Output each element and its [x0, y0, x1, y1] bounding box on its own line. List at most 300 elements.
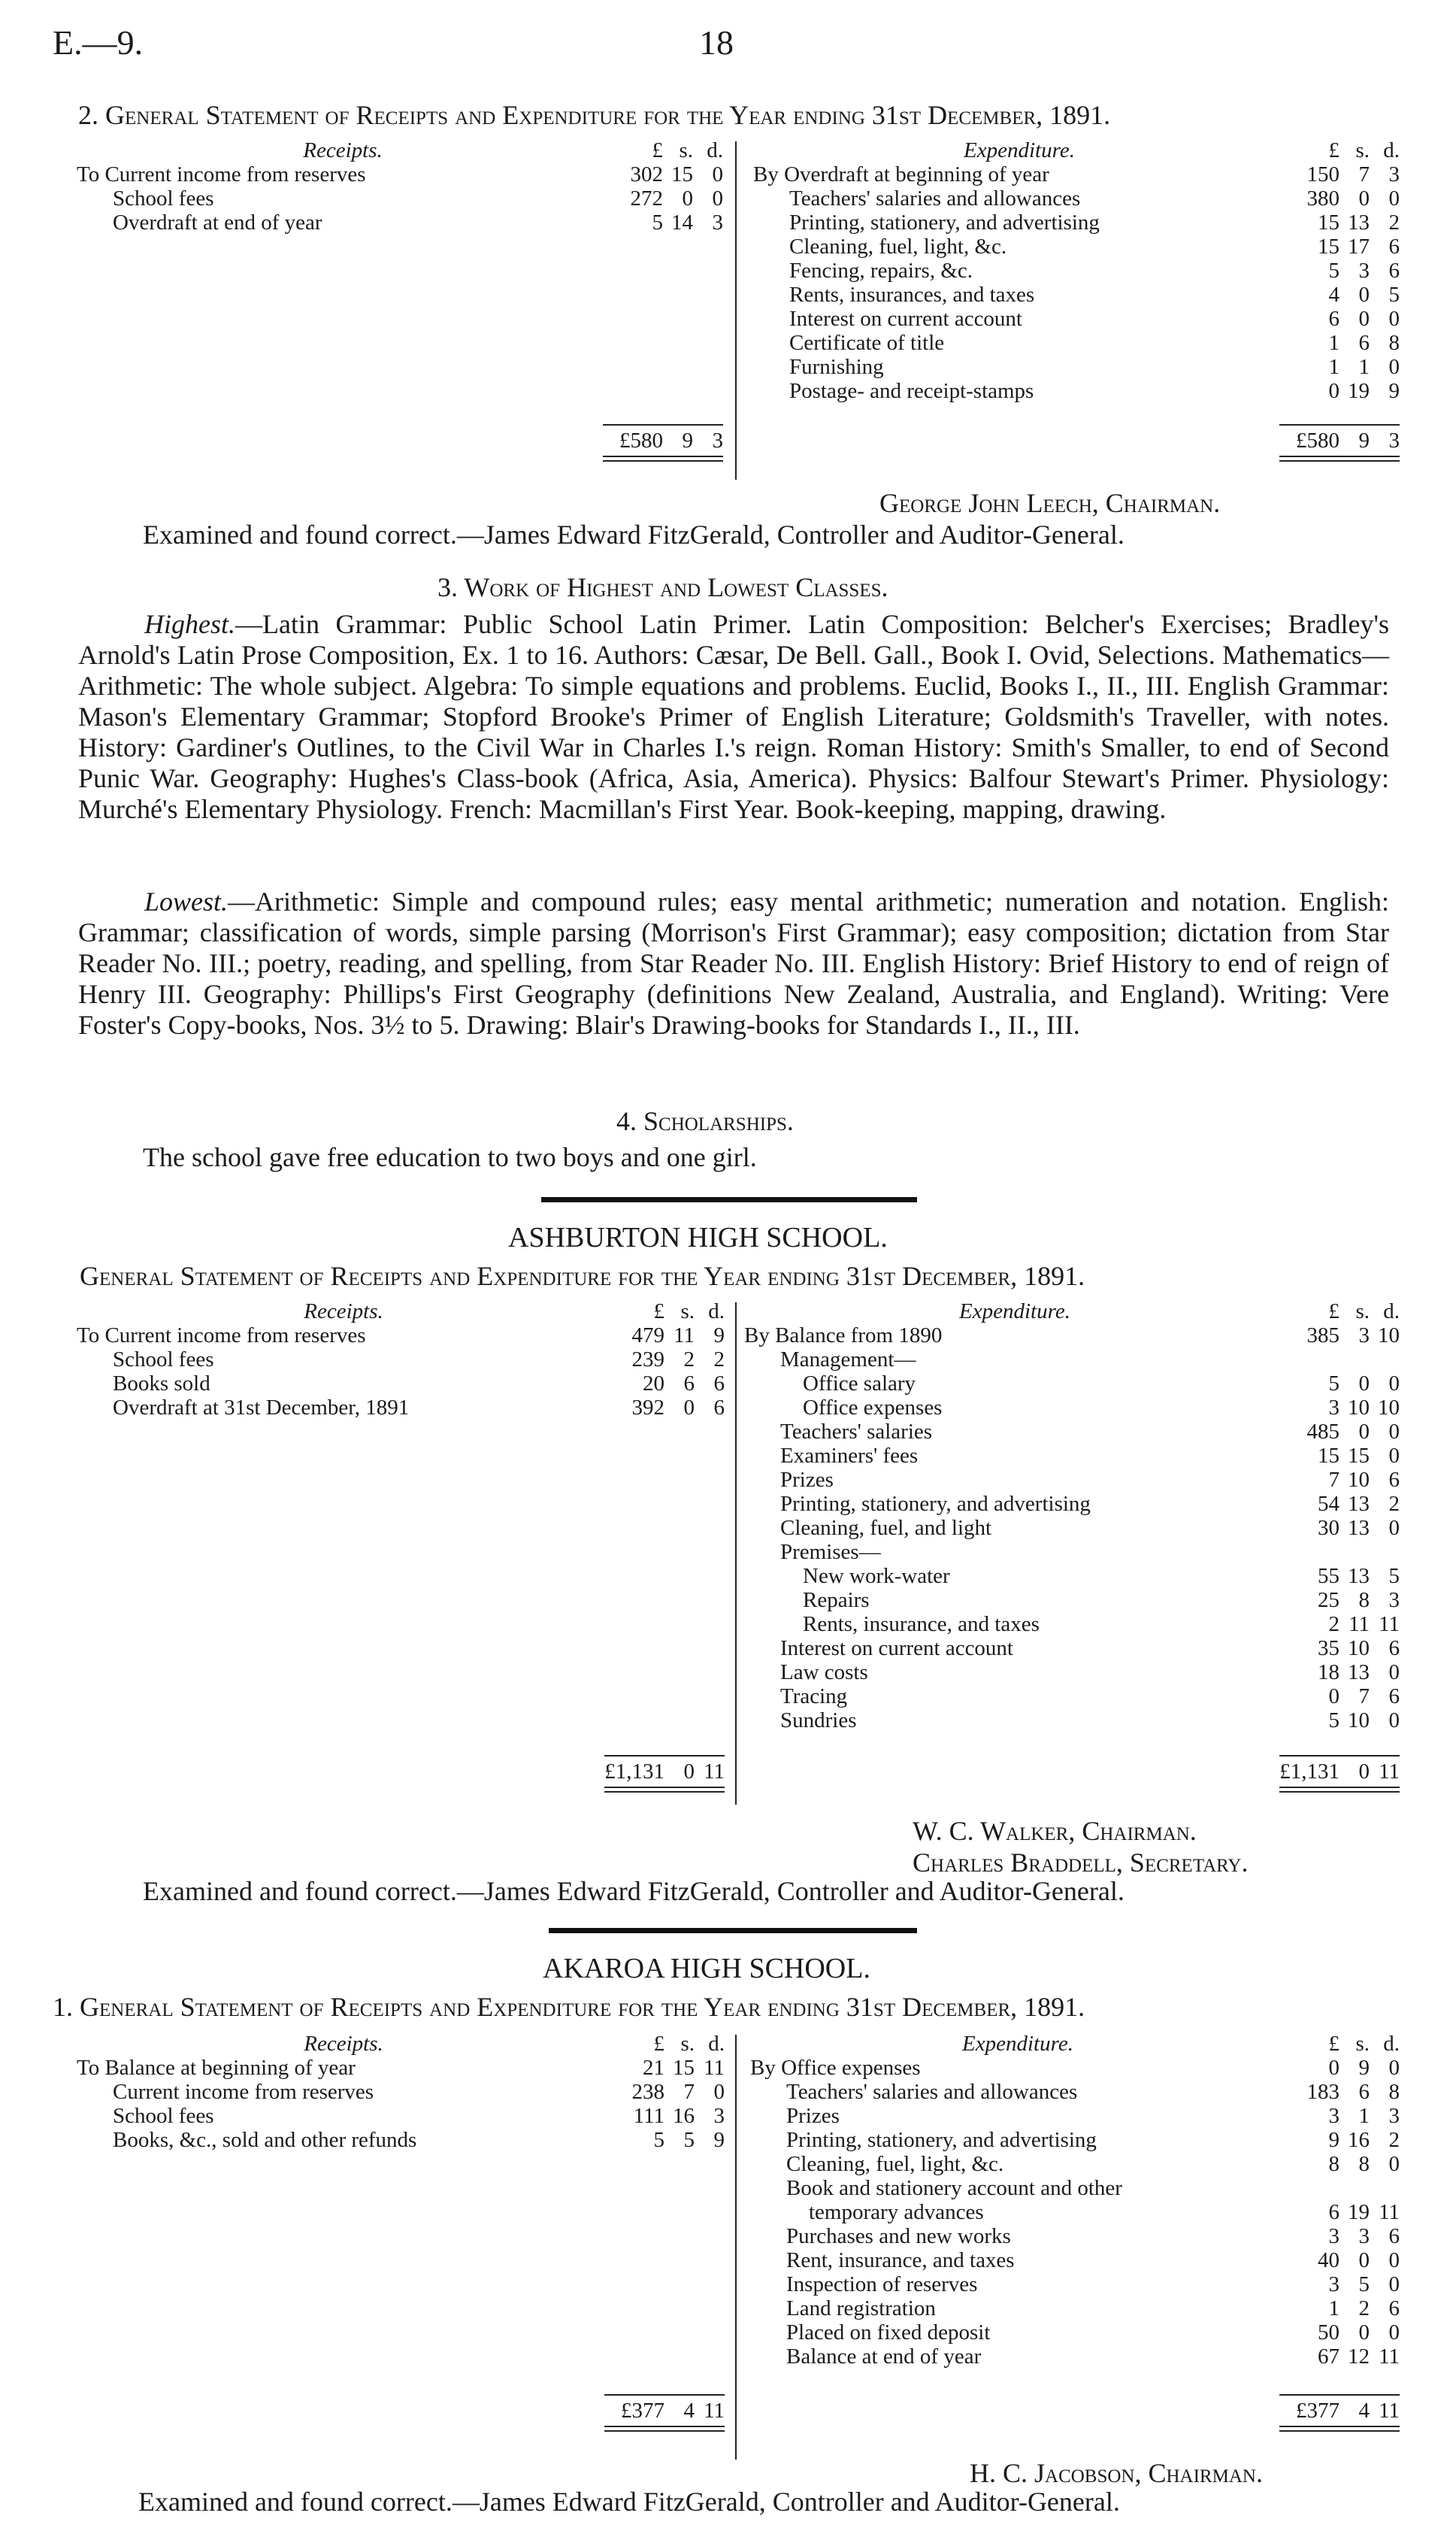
table-row [744, 1684, 1400, 1708]
row-label-cell [750, 2152, 1285, 2176]
ashburton-expenditure-table [744, 1299, 1400, 1793]
total-spacer [750, 2369, 1400, 2399]
pounds-value: 479 [631, 1323, 664, 1347]
pounds-value: 380 [1306, 186, 1339, 211]
pence-value: 10 [1378, 1323, 1400, 1347]
row-label: By Office expenses [750, 2056, 921, 2080]
akaroa-title: AKAROA HIGH SCHOOL. [543, 1953, 870, 1984]
sec1-heading-num: 2. [78, 100, 98, 130]
row-label-cell [750, 2200, 1285, 2224]
row-label: temporary advances [809, 2200, 984, 2224]
pence-value: 3 [713, 2104, 725, 2128]
ashburton-sig-secretary: Charles Braddell, Secretary. [913, 1847, 1249, 1878]
row-label: Rents, insurances, and taxes [789, 283, 1035, 307]
shillings-head: s. [1355, 138, 1370, 162]
total-pounds: £377 [1296, 2399, 1339, 2423]
sec3-heading: 3. Work of Highest and Lowest Classes. [437, 572, 888, 602]
table-row [77, 186, 723, 211]
total-spacer [744, 1732, 1400, 1760]
akaroa-expenditure-table [750, 2032, 1400, 2432]
shillings-value: 7 [683, 2080, 695, 2104]
pence-value: 0 [1388, 1444, 1400, 1468]
ashburton-divider [735, 1302, 737, 1805]
shillings-value: 19 [1348, 2200, 1370, 2224]
sec1-receipts-table [77, 138, 723, 462]
row-label-cell [750, 2224, 1285, 2248]
pounds-value: 15 [1318, 1444, 1339, 1468]
total-label-spacer [77, 2399, 580, 2423]
row-label-cell [750, 2320, 1285, 2344]
shillings-value: 13 [1348, 1660, 1370, 1684]
total-pence: 11 [1379, 1760, 1400, 1784]
table-row [750, 2272, 1400, 2296]
ashburton-sig-chairman: W. C. Walker, Chairman. [913, 1816, 1197, 1846]
table-row [750, 2224, 1400, 2248]
row-label: School fees [113, 1347, 214, 1372]
shillings-value: 0 [1358, 186, 1370, 211]
column-head: Receipts. [304, 1299, 383, 1323]
row-label: Books sold [113, 1372, 210, 1396]
akaroa-signature: H. C. Jacobson, Chairman. [970, 2458, 1263, 2488]
table-row [77, 1323, 725, 1347]
total-shillings: 0 [683, 1760, 695, 1784]
pounds-value: 6 [1328, 307, 1339, 331]
shillings-value: 1 [1358, 2104, 1370, 2128]
shillings-value [1339, 2176, 1370, 2200]
row-label-cell [744, 1612, 1285, 1636]
row-label-cell [753, 283, 1285, 307]
pence-value: 6 [713, 1396, 725, 1420]
row-label: Prizes [786, 2104, 840, 2128]
row-label: School fees [113, 186, 214, 211]
pence-head: d. [1383, 138, 1400, 162]
pounds-value: 35 [1318, 1636, 1339, 1660]
row-label-cell [744, 1444, 1285, 1468]
sec3-highest-paragraph [78, 609, 1389, 825]
pounds-value: 3 [1328, 2272, 1339, 2296]
table-row [753, 186, 1400, 211]
pounds-value: 385 [1306, 1323, 1339, 1347]
pounds-value: 238 [631, 2080, 664, 2104]
table-row [77, 211, 723, 235]
pounds-value: 1 [1328, 2296, 1339, 2320]
table-row [750, 2200, 1400, 2224]
pounds-value: 21 [643, 2056, 664, 2080]
row-label-cell [77, 1323, 610, 1347]
total-double-rule [1279, 2426, 1400, 2432]
table-row [77, 2104, 725, 2128]
pence-value: 6 [1388, 1636, 1400, 1660]
pounds-value: 111 [633, 2104, 664, 2128]
table-row [750, 2176, 1400, 2200]
akaroa-examined: Examined and found correct.—James Edward FitzGerald, Controller and Auditor-General. [138, 2487, 1120, 2517]
table-row [744, 1708, 1400, 1732]
row-label-cell [753, 211, 1285, 235]
akaroa-heading-num: 1. [53, 1992, 73, 2022]
pence-value: 5 [1388, 1564, 1400, 1588]
total-double-rule [604, 2426, 725, 2432]
shillings-value: 6 [683, 1372, 695, 1396]
total-rule [1279, 2394, 1400, 2396]
row-label: Furnishing [789, 355, 884, 379]
akaroa-receipts-table [77, 2032, 725, 2432]
table-row [744, 1588, 1400, 1612]
total-shillings: 4 [1358, 2399, 1370, 2423]
total-double-rule [604, 1787, 725, 1793]
row-label-cell [753, 355, 1285, 379]
column-head: Expenditure. [964, 138, 1075, 162]
section-separator [541, 1197, 917, 1202]
total-pence: 11 [704, 2399, 725, 2423]
pence-value: 3 [1388, 1588, 1400, 1612]
total-row [77, 2399, 725, 2423]
table-row [744, 1372, 1400, 1396]
pence-value: 0 [1388, 2272, 1400, 2296]
row-label-cell [77, 162, 609, 186]
pence-value: 0 [1388, 2152, 1400, 2176]
page-reference: E.—9. [53, 23, 144, 62]
shillings-value: 5 [683, 2128, 695, 2152]
sec3-lowest-text: —Arithmetic: Simple and compound rules; easy mental arithmetic; numeration and notation. English: Grammar; classification of words, simple parsing (Morrison's First Grammar); easy composition; dictation from Star Reader No. III.; poetry, reading, and spelling, from Star Reader No. III. English History: Brief History to end of reign of Henry III. Geography: Phillips's First Geography (definitions New Zealand, Australia, and England). Writing: Vere Foster's Copy-books, Nos. 3½ to 5. Drawing: Blair's Drawing-books for Standards I., II., III. [78, 887, 1389, 1040]
shillings-value: 19 [1348, 379, 1370, 403]
total-shillings: 0 [1358, 1760, 1370, 1784]
row-label-cell [750, 2056, 1285, 2080]
shillings-value: 13 [1348, 1492, 1370, 1516]
shillings-head: s. [1355, 1299, 1370, 1323]
pounds-value: 8 [1328, 2152, 1339, 2176]
total-shillings: 9 [1358, 429, 1370, 453]
table-row [753, 211, 1400, 235]
ashburton-title: ASHBURTON HIGH SCHOOL. [508, 1222, 888, 1253]
pounds-value: 1 [1328, 331, 1339, 355]
row-label-cell [744, 1323, 1285, 1347]
row-label: Tracing [780, 1684, 848, 1708]
ashburton-receipts-table [77, 1299, 725, 1793]
pounds-value: 9 [1328, 2128, 1339, 2152]
row-label: By Overdraft at beginning of year [753, 162, 1049, 186]
row-label: Cleaning, fuel, light, &c. [786, 2152, 1004, 2176]
table-row [753, 259, 1400, 283]
pence-value: 0 [1388, 355, 1400, 379]
row-label: Books, &c., sold and other refunds [113, 2128, 417, 2152]
sec3-highest-label: Highest. [144, 609, 235, 639]
sec3-lowest-label: Lowest. [144, 887, 229, 917]
shillings-value [1339, 1347, 1370, 1372]
sec1-heading-text: General Statement of Receipts and Expenditure for the Year ending 31st December, 1891. [105, 100, 1111, 130]
table-row [753, 331, 1400, 355]
row-label: Overdraft at 31st December, 1891 [113, 1396, 410, 1420]
table-row [77, 2128, 725, 2152]
table-row [744, 1420, 1400, 1444]
total-double-rule [1279, 456, 1400, 462]
row-label-cell [77, 2104, 610, 2128]
table-row [744, 1612, 1400, 1636]
row-label-cell [77, 2128, 610, 2152]
shillings-value: 17 [1348, 235, 1370, 259]
pounds-value: 25 [1318, 1588, 1339, 1612]
pence-value: 3 [712, 211, 723, 235]
row-label-cell [744, 1636, 1285, 1660]
column-head: Receipts. [304, 2032, 383, 2056]
total-pence: 3 [712, 429, 723, 453]
row-label-cell [744, 1516, 1285, 1540]
sec1-divider [735, 141, 737, 480]
pounds-value: 392 [631, 1396, 664, 1420]
shillings-value: 7 [1358, 1684, 1370, 1708]
table-row [77, 1372, 725, 1396]
pence-value: 11 [1379, 1612, 1400, 1636]
shillings-value: 15 [673, 2056, 695, 2080]
pounds-value: 30 [1318, 1516, 1339, 1540]
table-row [753, 379, 1400, 403]
row-label-cell [77, 1372, 610, 1396]
total-pounds: £1,131 [1279, 1760, 1339, 1784]
pounds-value: 239 [631, 1347, 664, 1372]
total-pounds: £377 [621, 2399, 664, 2423]
akaroa-divider [735, 2035, 737, 2460]
shillings-value: 6 [1358, 2080, 1370, 2104]
row-label-cell [744, 1684, 1285, 1708]
table-row [744, 1540, 1400, 1564]
shillings-value: 0 [1358, 2248, 1370, 2272]
shillings-head: s. [679, 138, 693, 162]
pounds-value: 150 [1306, 162, 1339, 186]
pence-value: 11 [704, 2056, 725, 2080]
pounds-value: 0 [1328, 1684, 1339, 1708]
shillings-value: 15 [671, 162, 693, 186]
sec1-examined: Examined and found correct.—James Edward FitzGerald, Controller and Auditor-General. [143, 520, 1125, 550]
pence-value [1370, 2176, 1400, 2200]
pounds-value: 302 [630, 162, 663, 186]
row-label-cell [744, 1372, 1285, 1396]
table-row [77, 2056, 725, 2080]
pounds-value: 183 [1306, 2080, 1339, 2104]
row-label-cell [744, 1708, 1285, 1732]
row-label-cell [750, 2080, 1285, 2104]
row-label: Interest on current account [789, 307, 1022, 331]
row-label: Printing, stationery, and advertising [780, 1492, 1091, 1516]
row-label: Book and stationery account and other [786, 2176, 1122, 2200]
pounds-head: £ [1328, 2032, 1339, 2056]
row-label: Teachers' salaries [780, 1420, 933, 1444]
row-label: Cleaning, fuel, and light [780, 1516, 992, 1540]
pounds-head: £ [1328, 1299, 1339, 1323]
shillings-value [1339, 1540, 1370, 1564]
row-label-cell [750, 2128, 1285, 2152]
shillings-head: s. [680, 1299, 695, 1323]
row-label: By Balance from 1890 [744, 1323, 943, 1347]
pounds-value: 7 [1328, 1468, 1339, 1492]
pence-value: 6 [1388, 2224, 1400, 2248]
shillings-value: 0 [1358, 2320, 1370, 2344]
pence-value: 0 [712, 162, 723, 186]
row-label-cell [750, 2296, 1285, 2320]
pence-value: 5 [1388, 283, 1400, 307]
table-row [744, 1636, 1400, 1660]
pence-value [1370, 1540, 1400, 1564]
row-label: Teachers' salaries and allowances [786, 2080, 1078, 2104]
table-row [744, 1468, 1400, 1492]
row-label-cell [750, 2248, 1285, 2272]
table-row [753, 307, 1400, 331]
shillings-value: 15 [1348, 1444, 1370, 1468]
shillings-value: 0 [683, 1396, 695, 1420]
total-double-rule [603, 456, 723, 462]
page-number: 18 [699, 23, 734, 62]
shillings-value: 3 [1358, 1323, 1370, 1347]
table-row [744, 1492, 1400, 1516]
row-label: New work-water [803, 1564, 950, 1588]
row-label: Certificate of title [789, 331, 945, 355]
pence-value: 9 [713, 2128, 725, 2152]
pounds-value: 0 [1328, 379, 1339, 403]
table-row [744, 1660, 1400, 1684]
section-separator-2 [549, 1928, 917, 1933]
table-row [753, 355, 1400, 379]
shillings-value: 13 [1348, 1516, 1370, 1540]
shillings-value: 3 [1358, 259, 1370, 283]
row-label: Management— [780, 1347, 916, 1372]
pence-head: d. [707, 138, 723, 162]
pence-value: 0 [712, 186, 723, 211]
pounds-value: 5 [653, 2128, 664, 2152]
row-label-cell [750, 2272, 1285, 2296]
row-label-cell [750, 2104, 1285, 2128]
row-label: Office expenses [803, 1396, 943, 1420]
row-label: Rents, insurance, and taxes [803, 1612, 1040, 1636]
table-row [744, 1444, 1400, 1468]
column-header-row [750, 2032, 1400, 2056]
pounds-value: 15 [1318, 235, 1339, 259]
row-label: To Balance at beginning of year [77, 2056, 356, 2080]
total-pounds: £1,131 [604, 1760, 664, 1784]
row-label-cell [77, 186, 609, 211]
shillings-value: 0 [1358, 307, 1370, 331]
row-label-cell [753, 331, 1285, 355]
shillings-value: 9 [1358, 2056, 1370, 2080]
pounds-value: 5 [1328, 259, 1339, 283]
row-label-cell [77, 211, 609, 235]
table-row [744, 1516, 1400, 1540]
total-row [77, 429, 723, 453]
shillings-value: 10 [1348, 1468, 1370, 1492]
shillings-value: 10 [1348, 1708, 1370, 1732]
ashburton-examined: Examined and found correct.—James Edward FitzGerald, Controller and Auditor-General. [143, 1876, 1125, 1906]
pence-head: d. [708, 2032, 725, 2056]
shillings-value: 7 [1358, 162, 1370, 186]
row-label-cell [744, 1564, 1285, 1588]
total-label-spacer [753, 429, 1255, 453]
pence-value: 9 [1388, 379, 1400, 403]
row-label-cell [753, 307, 1285, 331]
pence-value: 0 [1388, 2056, 1400, 2080]
pence-value: 0 [1388, 1420, 1400, 1444]
row-label: Placed on fixed deposit [786, 2320, 991, 2344]
column-header-row [753, 138, 1400, 162]
pence-value: 11 [1379, 2344, 1400, 2369]
shillings-value: 1 [1358, 355, 1370, 379]
pence-value [1370, 1347, 1400, 1372]
sec1-signature: George John Leech, Chairman. [879, 488, 1221, 518]
pence-head: d. [1383, 2032, 1400, 2056]
sec1-heading [78, 99, 1110, 131]
pence-value: 6 [1388, 235, 1400, 259]
shillings-value: 13 [1348, 1564, 1370, 1588]
pence-value: 6 [1388, 1684, 1400, 1708]
shillings-value: 13 [1348, 211, 1370, 235]
pounds-value: 5 [652, 211, 663, 235]
shillings-value: 5 [1358, 2272, 1370, 2296]
row-label-cell [753, 235, 1285, 259]
table-row [744, 1564, 1400, 1588]
sec4-heading: 4. Scholarships. [616, 1106, 794, 1136]
row-label-cell [77, 1396, 610, 1420]
row-label-cell [753, 162, 1285, 186]
pounds-value: 485 [1306, 1420, 1339, 1444]
row-label: Repairs [803, 1588, 870, 1612]
table-row [750, 2296, 1400, 2320]
table-row [753, 235, 1400, 259]
row-label-cell [744, 1396, 1285, 1420]
pounds-value: 15 [1318, 211, 1339, 235]
row-label-cell [744, 1660, 1285, 1684]
column-head: Expenditure. [962, 2032, 1073, 2056]
pounds-value: 6 [1328, 2200, 1339, 2224]
shillings-value: 0 [682, 186, 693, 211]
pence-value: 3 [1388, 2104, 1400, 2128]
table-row [77, 2080, 725, 2104]
total-rule [604, 1755, 725, 1756]
pounds-head: £ [1328, 138, 1339, 162]
pence-value: 8 [1388, 2080, 1400, 2104]
sec4-text: The school gave free education to two boys and one girl. [143, 1142, 757, 1172]
row-label-cell [744, 1420, 1285, 1444]
pence-value: 0 [1388, 307, 1400, 331]
pence-value: 9 [713, 1323, 725, 1347]
table-row [750, 2080, 1400, 2104]
pounds-value: 5 [1328, 1708, 1339, 1732]
row-label: Postage- and receipt-stamps [789, 379, 1034, 403]
pounds-head: £ [652, 138, 663, 162]
shillings-head: s. [680, 2032, 695, 2056]
pence-value: 6 [1388, 2296, 1400, 2320]
column-header-row [77, 1299, 725, 1323]
row-label: Office salary [803, 1372, 916, 1396]
total-pence: 11 [704, 1760, 725, 1784]
pounds-value [1285, 1540, 1339, 1564]
row-label: Overdraft at end of year [113, 211, 322, 235]
pence-value: 6 [1388, 259, 1400, 283]
total-pence: 3 [1388, 429, 1400, 453]
sec3-highest-text: —Latin Grammar: Public School Latin Primer. Latin Composition: Belcher's Exercises; Bradley's Arnold's Latin Prose Composition, Ex. 1 to 16. Authors: Cæsar, De Bell. Gall., Book I. Ovid, Selections. Mathematics—Arithmetic: The whole subject. Algebra: To simple equations and problems. Euclid, Books I., II., III. English Grammar: Mason's Elementary Grammar; Stopford Brooke's Primer of English Literature; Goldsmith's Traveller, with notes. History: Gardiner's Outlines, to the Civil War in Charles I.'s reign. Roman History: Smith's Smaller, to end of Second Punic War. Geography: Hughes's Class-book (Africa, Asia, America). Physics: Balfour Stewart's Primer. Physiology: Murché's Elementary Physiology. French: Macmillan's First Year. Book-keeping, mapping, drawing. [78, 609, 1389, 824]
table-row [77, 1396, 725, 1420]
sec3-lowest-paragraph [78, 887, 1389, 1041]
pounds-head: £ [653, 2032, 664, 2056]
pounds-value: 3 [1328, 2224, 1339, 2248]
pence-value: 2 [1388, 211, 1400, 235]
shillings-value: 16 [673, 2104, 695, 2128]
akaroa-heading-text: General Statement of Receipts and Expenditure for the Year ending 31st December, 1891. [80, 1992, 1085, 2022]
pence-value: 6 [713, 1372, 725, 1396]
total-pounds: £580 [1296, 429, 1339, 453]
row-label-cell [744, 1588, 1285, 1612]
pounds-value: 50 [1318, 2320, 1339, 2344]
row-label-cell [77, 2056, 610, 2080]
shillings-value: 6 [1358, 331, 1370, 355]
pence-value: 2 [1388, 1492, 1400, 1516]
total-spacer [753, 403, 1400, 429]
shillings-value: 12 [1348, 2344, 1370, 2369]
